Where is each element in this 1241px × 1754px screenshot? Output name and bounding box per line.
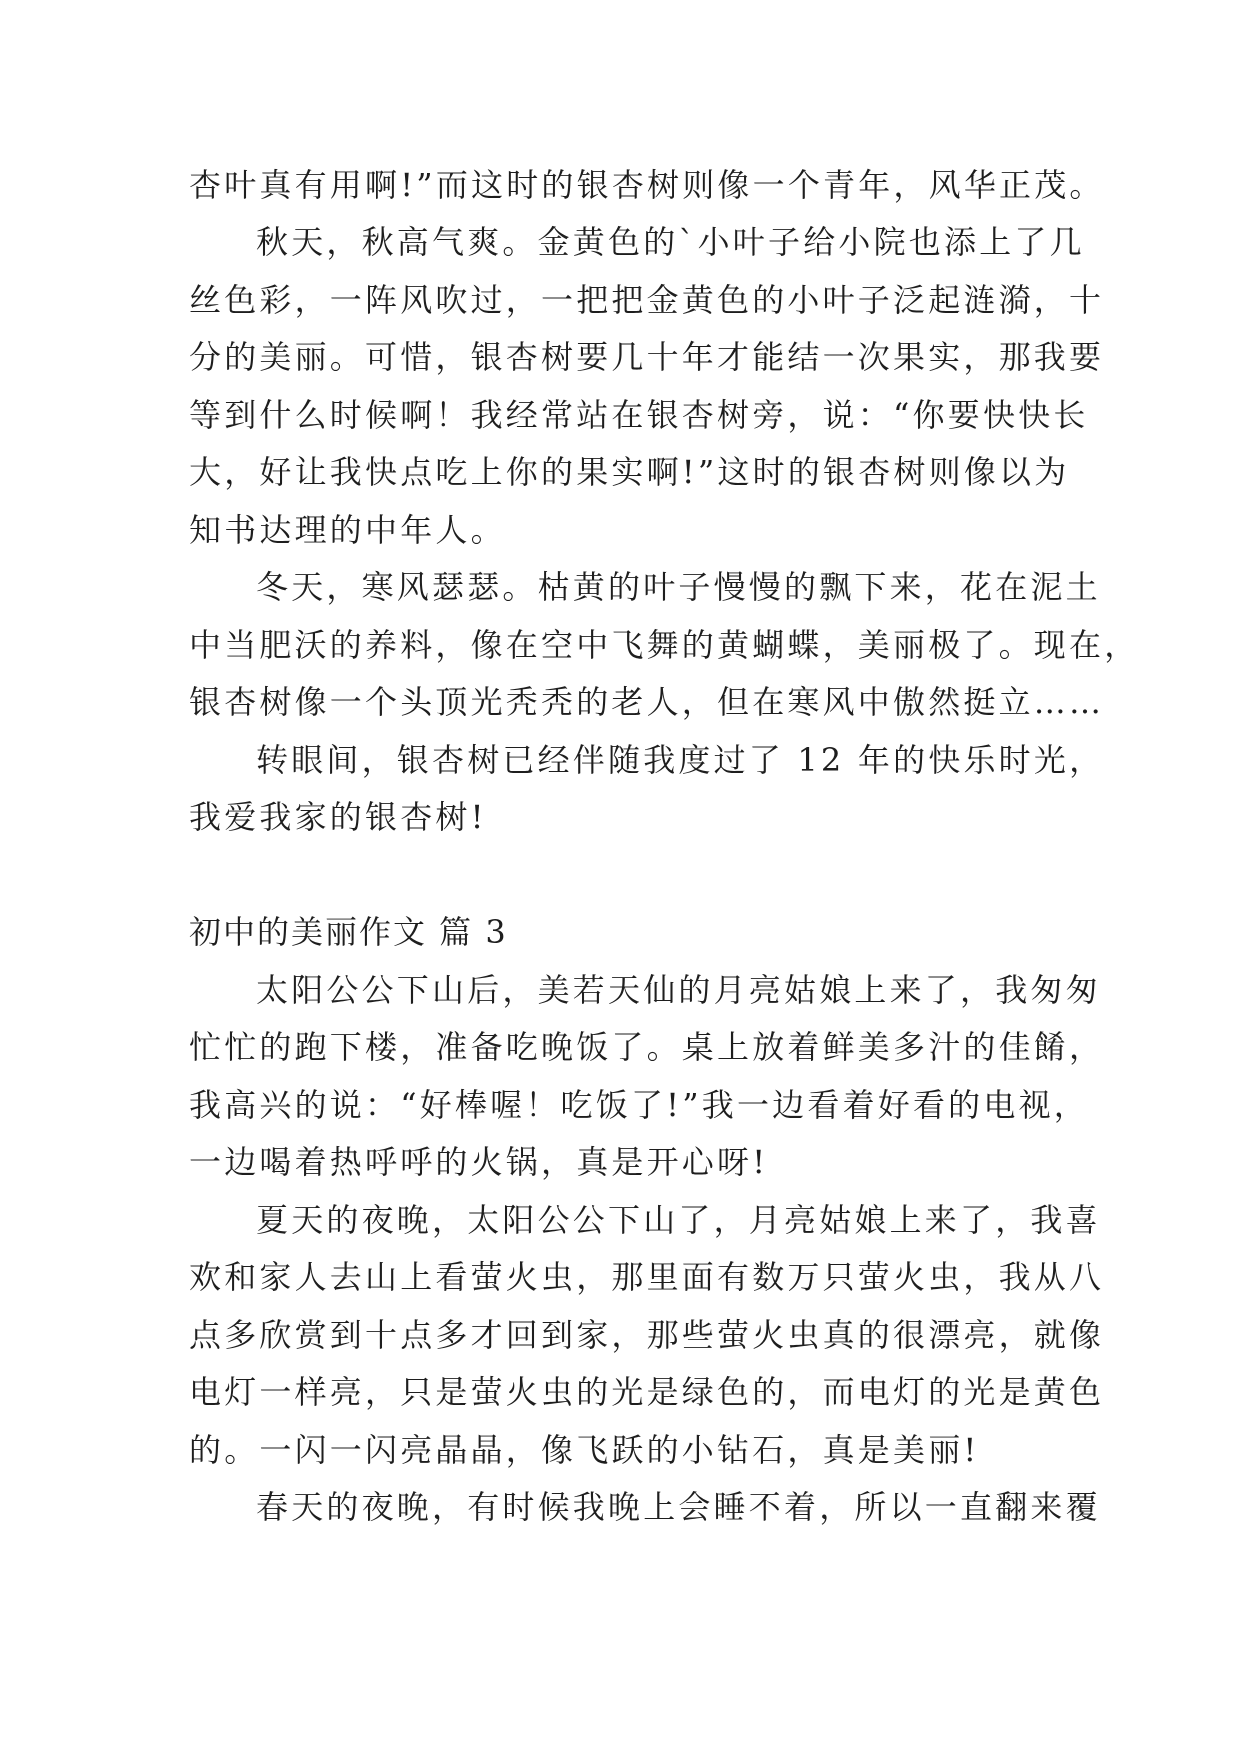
text-line: 一边喝着热呼呼的火锅，真是开心呀! — [189, 1143, 769, 1181]
text-line: 丝色彩，一阵风吹过，一把把金黄色的小叶子泛起涟漪，十 — [189, 281, 1105, 319]
text-line: 知书达理的中年人。 — [189, 511, 506, 549]
paragraph-start-line: 夏天的夜晚，太阳公公下山了，月亮姑娘上来了，我喜 — [256, 1201, 1101, 1239]
paragraph-start-line: 秋天，秋高气爽。金黄色的`小叶子给小院也添上了几 — [256, 223, 1085, 261]
text-line: 杏叶真有用啊!”而这时的银杏树则像一个青年，风华正茂。 — [189, 166, 1105, 204]
text-line: 我爱我家的银杏树! — [189, 798, 487, 836]
text-line: 分的美丽。可惜，银杏树要几十年才能结一次果实，那我要 — [189, 338, 1105, 376]
text-line: 点多欣赏到十点多才回到家，那些萤火虫真的很漂亮，就像 — [189, 1316, 1105, 1354]
section-heading: 初中的美丽作文 篇 3 — [189, 913, 508, 951]
text-line: 忙忙的跑下楼，准备吃晚饭了。桌上放着鲜美多汁的佳餚， — [189, 1028, 1105, 1066]
text-line: 电灯一样亮，只是萤火虫的光是绿色的，而电灯的光是黄色 — [189, 1373, 1105, 1411]
text-line: 中当肥沃的养料，像在空中飞舞的黄蝴蝶，美丽极了。现在， — [189, 626, 1140, 664]
paragraph-start-line: 转眼间，银杏树已经伴随我度过了 12 年的快乐时光， — [256, 741, 1105, 779]
paragraph-start-line: 春天的夜晚，有时候我晚上会睡不着，所以一直翻来覆 — [256, 1488, 1101, 1526]
text-line: 欢和家人去山上看萤火虫，那里面有数万只萤火虫，我从八 — [189, 1258, 1105, 1296]
text-line: 大，好让我快点吃上你的果实啊!”这时的银杏树则像以为 — [189, 453, 1070, 491]
text-line: 的。一闪一闪亮晶晶，像飞跃的小钻石，真是美丽! — [189, 1431, 980, 1469]
paragraph-start-line: 太阳公公下山后，美若天仙的月亮姑娘上来了，我匆匆 — [256, 971, 1101, 1009]
text-line: 银杏树像一个头顶光秃秃的老人，但在寒风中傲然挺立…… — [189, 683, 1105, 721]
text-line: 我高兴的说：“好棒喔！吃饭了!”我一边看着好看的电视， — [189, 1086, 1089, 1124]
paragraph-start-line: 冬天，寒风瑟瑟。枯黄的叶子慢慢的飘下来，花在泥土 — [256, 568, 1101, 606]
text-line: 等到什么时候啊！我经常站在银杏树旁，说：“你要快快长 — [189, 396, 1089, 434]
